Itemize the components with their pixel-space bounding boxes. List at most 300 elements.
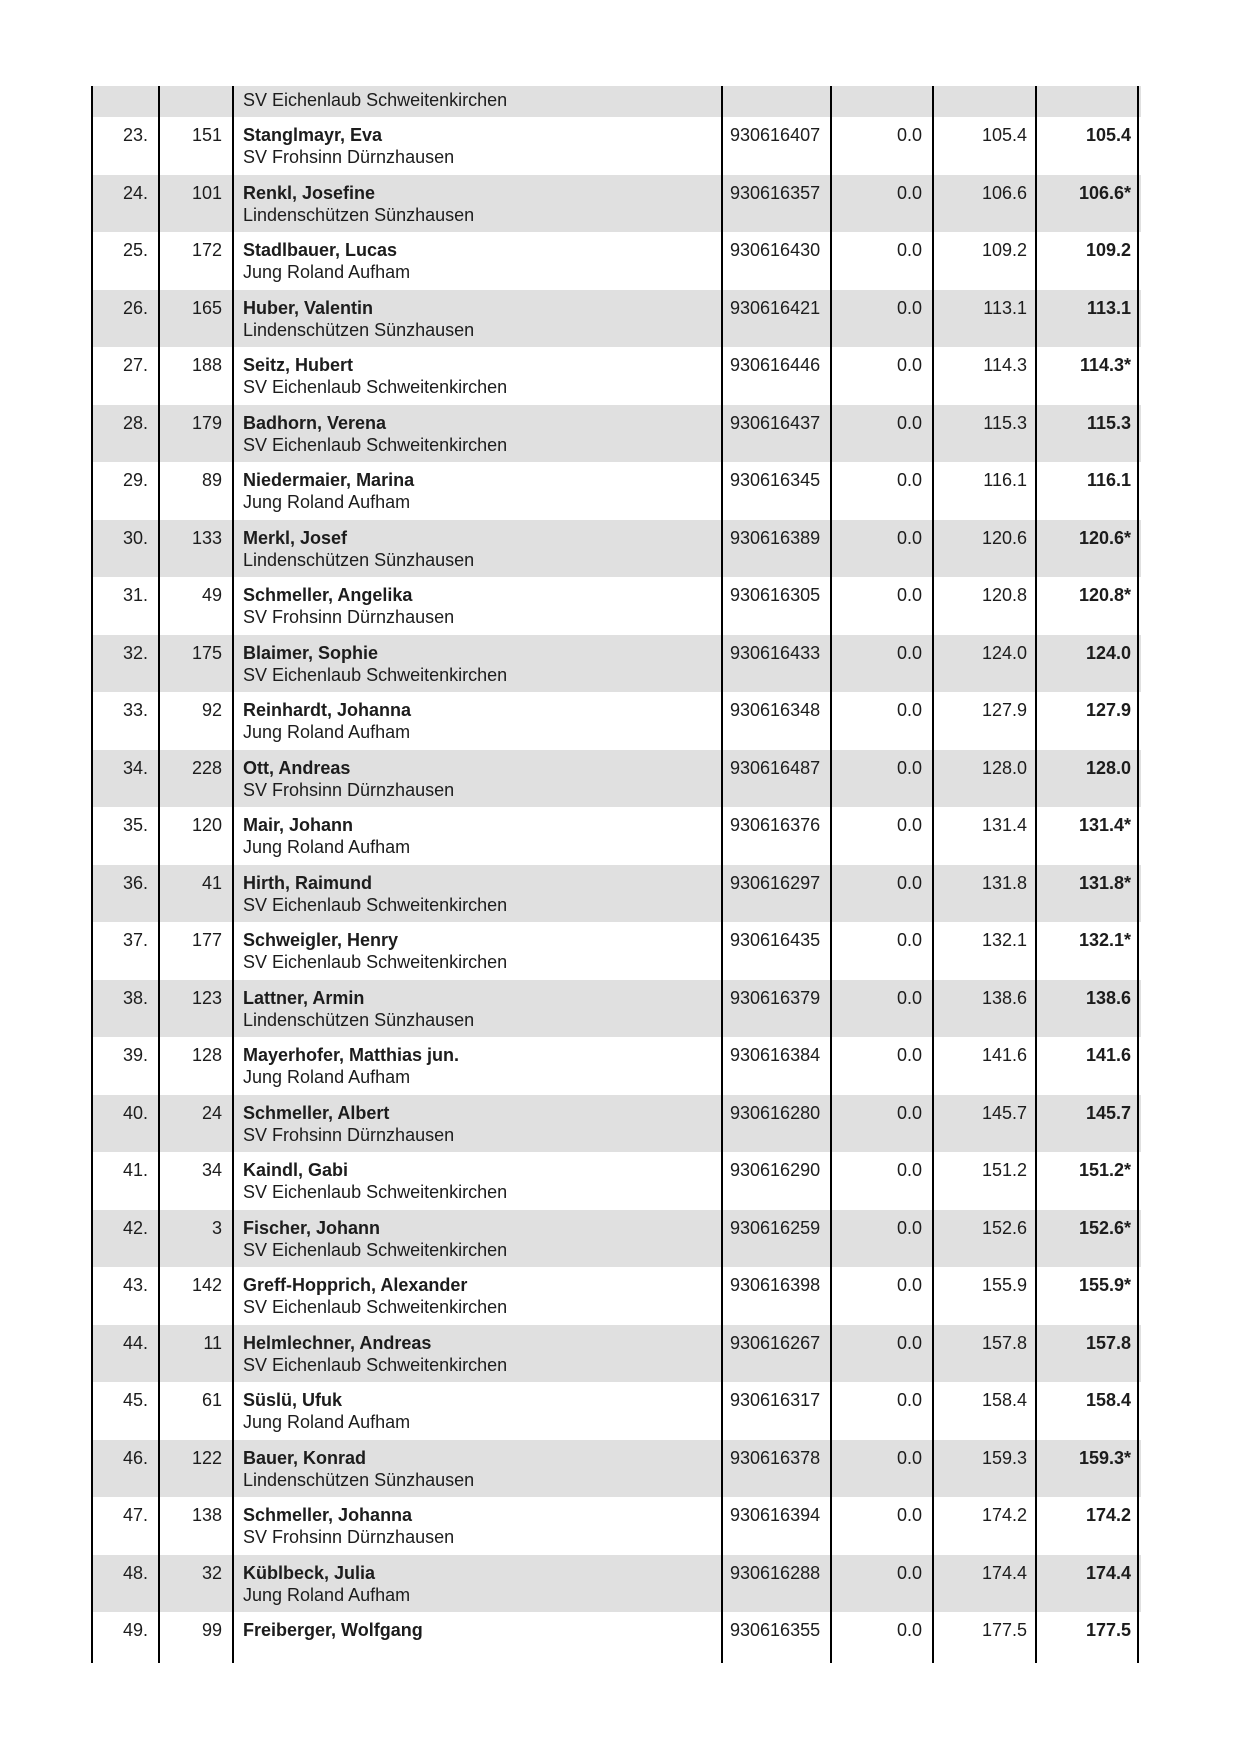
rank-cell <box>93 1555 160 1613</box>
table-row <box>93 1612 1141 1663</box>
pass-id-cell <box>723 1267 832 1325</box>
score-cell <box>934 1440 1037 1498</box>
total-score-value: 145.7 <box>1085 1102 1131 1123</box>
score-value: 174.2 <box>981 1505 1027 1525</box>
score-cell <box>934 347 1037 405</box>
value-cell <box>832 405 934 463</box>
rank-cell <box>93 232 160 290</box>
start-number-cell <box>160 1382 234 1440</box>
score-value: 109.2 <box>981 240 1027 260</box>
name-club-cell <box>234 1037 723 1095</box>
start-number-cell <box>160 980 234 1038</box>
value-cell <box>832 807 934 865</box>
club-name: SV Eichenlaub Schweitenkirchen <box>243 952 508 972</box>
rank-value: 28. <box>122 412 148 433</box>
score-value: 174.4 <box>981 1562 1027 1583</box>
table-row <box>93 290 1141 348</box>
value-cell <box>832 462 934 520</box>
total-score-value: 177.5 <box>1085 1620 1131 1640</box>
start-number-value: 120 <box>191 815 222 835</box>
start-number-value: 228 <box>191 757 222 778</box>
club-name: Jung Roland Aufham <box>243 262 411 282</box>
club-name: SV Frohsinn Dürnzhausen <box>243 779 455 800</box>
value-cell <box>832 1382 934 1440</box>
pass-id-cell <box>723 232 832 290</box>
start-number-value: 172 <box>191 240 222 260</box>
value-text: 0.0 <box>896 1562 922 1583</box>
shooter-name: Süslü, Ufuk <box>243 1390 343 1410</box>
score-cell <box>934 1152 1037 1210</box>
total-score-cell <box>1037 1325 1139 1383</box>
name-club-cell <box>234 1497 723 1555</box>
value-cell <box>832 86 934 117</box>
rank-value: 36. <box>122 872 148 893</box>
club-name: SV Frohsinn Dürnzhausen <box>243 1527 455 1547</box>
total-score-cell <box>1037 807 1139 865</box>
rank-cell <box>93 692 160 750</box>
name-club-cell <box>234 1152 723 1210</box>
value-cell <box>832 865 934 923</box>
total-score-cell <box>1037 405 1139 463</box>
pass-id-cell <box>723 577 832 635</box>
total-score-cell <box>1037 1382 1139 1440</box>
value-text: 0.0 <box>896 930 922 950</box>
score-cell <box>934 1612 1037 1663</box>
club-name: Jung Roland Aufham <box>243 1584 411 1605</box>
table-row <box>93 117 1141 175</box>
score-cell <box>934 1325 1037 1383</box>
rank-value: 32. <box>122 642 148 663</box>
pass-id-cell <box>723 175 832 233</box>
pass-id-value: 930616288 <box>730 1562 821 1583</box>
value-text: 0.0 <box>896 757 922 778</box>
total-score-cell <box>1037 1555 1139 1613</box>
total-score-cell <box>1037 520 1139 578</box>
shooter-name: Kaindl, Gabi <box>243 1160 349 1180</box>
start-number-cell <box>160 1325 234 1383</box>
table-body <box>93 117 1141 1663</box>
total-score-cell <box>1037 1037 1139 1095</box>
pass-id-value: 930616290 <box>730 1160 821 1180</box>
total-score-cell <box>1037 865 1139 923</box>
score-cell <box>934 1555 1037 1613</box>
rank-value: 33. <box>122 700 148 720</box>
value-cell <box>832 1095 934 1153</box>
rank-value: 24. <box>122 182 148 203</box>
table-row <box>93 807 1141 865</box>
start-number-value: 133 <box>191 527 222 548</box>
rank-cell <box>93 405 160 463</box>
total-score-value: 109.2 <box>1085 240 1131 260</box>
table-row <box>93 865 1141 923</box>
name-club-cell <box>234 577 723 635</box>
total-score-cell <box>1037 232 1139 290</box>
start-number-cell <box>160 692 234 750</box>
rank-value: 49. <box>122 1620 148 1640</box>
pass-id-cell <box>723 1152 832 1210</box>
club-name: Jung Roland Aufham <box>243 492 411 512</box>
rank-value: 34. <box>122 757 148 778</box>
total-score-cell <box>1037 577 1139 635</box>
start-number-cell <box>160 520 234 578</box>
value-cell <box>832 1555 934 1613</box>
shooter-name: Ott, Andreas <box>243 757 351 778</box>
pass-id-cell <box>723 750 832 808</box>
name-club-cell <box>234 1095 723 1153</box>
score-value: 120.6 <box>981 527 1027 548</box>
club-name: Jung Roland Aufham <box>243 722 411 742</box>
club-name: SV Eichenlaub Schweitenkirchen <box>243 377 508 397</box>
rank-cell <box>93 1095 160 1153</box>
value-cell <box>832 1497 934 1555</box>
value-cell <box>832 1440 934 1498</box>
score-value: 115.3 <box>983 412 1027 433</box>
shooter-name: Schweigler, Henry <box>243 930 399 950</box>
rank-cell <box>93 347 160 405</box>
value-cell <box>832 1267 934 1325</box>
score-value: 116.1 <box>983 470 1027 490</box>
start-number-cell <box>160 1037 234 1095</box>
value-text: 0.0 <box>896 987 922 1008</box>
score-value: 124.0 <box>981 642 1027 663</box>
rank-value: 38. <box>122 987 148 1008</box>
score-value: 177.5 <box>981 1620 1027 1640</box>
start-number-cell <box>160 290 234 348</box>
value-cell <box>832 1152 934 1210</box>
score-cell <box>934 232 1037 290</box>
total-score-value: 128.0 <box>1085 757 1131 778</box>
pass-id-cell <box>723 1440 832 1498</box>
total-score-value: 113.1 <box>1086 297 1131 318</box>
total-score-cell <box>1037 1267 1139 1325</box>
total-score-cell <box>1037 117 1139 175</box>
start-number-cell <box>160 1267 234 1325</box>
value-text: 0.0 <box>896 1217 922 1238</box>
start-number-value: 175 <box>191 642 222 663</box>
club-name: Lindenschützen Sünzhausen <box>243 319 475 340</box>
score-value: 114.3 <box>983 355 1027 375</box>
pass-id-value: 930616267 <box>730 1332 821 1353</box>
total-score-cell <box>1037 86 1139 117</box>
pass-id-value: 930616297 <box>730 872 821 893</box>
start-number-cell <box>160 922 234 980</box>
club-name: SV Eichenlaub Schweitenkirchen <box>243 664 508 685</box>
club-name: Jung Roland Aufham <box>243 1067 411 1087</box>
pass-id-cell <box>723 807 832 865</box>
score-cell <box>934 1497 1037 1555</box>
value-text: 0.0 <box>896 1332 922 1353</box>
score-cell <box>934 462 1037 520</box>
score-cell <box>934 865 1037 923</box>
pass-id-cell <box>723 1612 832 1663</box>
rank-value: 46. <box>122 1447 148 1468</box>
rank-value: 30. <box>122 527 148 548</box>
table-row <box>93 232 1141 290</box>
score-value: 145.7 <box>981 1102 1027 1123</box>
rank-cell <box>93 750 160 808</box>
value-cell <box>832 175 934 233</box>
start-number-cell <box>160 635 234 693</box>
shooter-name: Schmeller, Angelika <box>243 585 413 605</box>
value-text: 0.0 <box>896 872 922 893</box>
rank-value: 31. <box>122 585 148 605</box>
table-row-continuation <box>93 86 1141 117</box>
start-number-value: 188 <box>191 355 222 375</box>
rank-cell <box>93 462 160 520</box>
score-cell <box>934 577 1037 635</box>
table-row <box>93 1440 1141 1498</box>
value-text: 0.0 <box>896 527 922 548</box>
score-cell <box>934 1095 1037 1153</box>
value-text: 0.0 <box>896 1620 922 1640</box>
table-row <box>93 347 1141 405</box>
name-club-cell <box>234 462 723 520</box>
value-text: 0.0 <box>896 1160 922 1180</box>
rank-cell <box>93 807 160 865</box>
shooter-name: Bauer, Konrad <box>243 1447 367 1468</box>
score-value: 155.9 <box>981 1275 1027 1295</box>
pass-id-value: 930616430 <box>730 240 821 260</box>
start-number-cell <box>160 865 234 923</box>
start-number-cell <box>160 1210 234 1268</box>
total-score-value: 131.4* <box>1078 815 1131 835</box>
rank-value: 39. <box>122 1045 148 1065</box>
score-cell <box>934 750 1037 808</box>
shooter-name: Renkl, Josefine <box>243 182 376 203</box>
value-cell <box>832 520 934 578</box>
shooter-name: Hirth, Raimund <box>243 872 372 893</box>
total-score-cell <box>1037 980 1139 1038</box>
pass-id-cell <box>723 117 832 175</box>
total-score-value: 127.9 <box>1085 700 1131 720</box>
start-number-cell <box>160 462 234 520</box>
score-cell <box>934 635 1037 693</box>
pass-id-value: 930616357 <box>730 182 821 203</box>
name-club-cell <box>234 347 723 405</box>
total-score-cell <box>1037 635 1139 693</box>
pass-id-value: 930616433 <box>730 642 821 663</box>
start-number-cell <box>160 86 234 117</box>
shooter-name: Stanglmayr, Eva <box>243 125 383 145</box>
name-club-cell <box>234 692 723 750</box>
start-number-value: 34 <box>201 1160 222 1180</box>
shooter-name: Greff-Hopprich, Alexander <box>243 1275 468 1295</box>
rank-cell <box>93 1210 160 1268</box>
pass-id-value: 930616379 <box>730 987 821 1008</box>
total-score-value: 106.6* <box>1078 182 1131 203</box>
total-score-value: 174.2 <box>1085 1505 1131 1525</box>
total-score-cell <box>1037 1612 1139 1663</box>
value-cell <box>832 290 934 348</box>
score-cell <box>934 405 1037 463</box>
value-cell <box>832 577 934 635</box>
start-number-cell <box>160 807 234 865</box>
total-score-cell <box>1037 347 1139 405</box>
shooter-name: Schmeller, Johanna <box>243 1505 413 1525</box>
value-text: 0.0 <box>896 297 922 318</box>
score-value: 127.9 <box>981 700 1027 720</box>
rank-value: 26. <box>122 297 148 318</box>
pass-id-value: 930616378 <box>730 1447 821 1468</box>
pass-id-cell <box>723 462 832 520</box>
total-score-value: 105.4 <box>1085 125 1131 145</box>
start-number-cell <box>160 1612 234 1663</box>
table-row <box>93 520 1141 578</box>
name-club-cell <box>234 1325 723 1383</box>
name-club-cell <box>234 1382 723 1440</box>
value-cell <box>832 117 934 175</box>
table-row <box>93 980 1141 1038</box>
start-number-value: 138 <box>191 1505 222 1525</box>
pass-id-value: 930616421 <box>730 297 821 318</box>
start-number-value: 32 <box>201 1562 222 1583</box>
pass-id-value: 930616407 <box>730 125 821 145</box>
score-value: 106.6 <box>981 182 1027 203</box>
start-number-cell <box>160 1152 234 1210</box>
name-club-cell <box>234 980 723 1038</box>
value-cell <box>832 922 934 980</box>
shooter-name: Merkl, Josef <box>243 527 348 548</box>
start-number-value: 101 <box>191 182 222 203</box>
pass-id-value: 930616376 <box>730 815 821 835</box>
start-number-value: 122 <box>191 1447 222 1468</box>
club-name: SV Frohsinn Dürnzhausen <box>243 147 455 167</box>
shooter-name: Fischer, Johann <box>243 1217 381 1238</box>
pass-id-cell <box>723 520 832 578</box>
score-value: 131.8 <box>981 872 1027 893</box>
rank-value: 47. <box>122 1505 148 1525</box>
total-score-value: 131.8* <box>1078 872 1131 893</box>
total-score-value: 152.6* <box>1078 1217 1131 1238</box>
pass-id-cell <box>723 347 832 405</box>
value-text: 0.0 <box>896 815 922 835</box>
rank-value: 23. <box>122 125 148 145</box>
rank-value: 48. <box>122 1562 148 1583</box>
start-number-value: 165 <box>191 297 222 318</box>
total-score-cell <box>1037 1095 1139 1153</box>
pass-id-cell <box>723 1095 832 1153</box>
table-row <box>93 1210 1141 1268</box>
club-name: Lindenschützen Sünzhausen <box>243 549 475 570</box>
value-text: 0.0 <box>896 585 922 605</box>
value-text: 0.0 <box>896 1102 922 1123</box>
start-number-value: 92 <box>201 700 222 720</box>
value-text: 0.0 <box>896 125 922 145</box>
results-table <box>91 86 1141 1663</box>
total-score-value: 120.6* <box>1078 527 1131 548</box>
club-name: SV Eichenlaub Schweitenkirchen <box>243 90 508 110</box>
total-score-value: 155.9* <box>1078 1275 1131 1295</box>
club-name: SV Eichenlaub Schweitenkirchen <box>243 1182 508 1202</box>
club-name: SV Frohsinn Dürnzhausen <box>243 607 455 627</box>
name-club-cell <box>234 922 723 980</box>
rank-cell <box>93 117 160 175</box>
total-score-value: 174.4 <box>1085 1562 1131 1583</box>
pass-id-value: 930616355 <box>730 1620 821 1640</box>
shooter-name: Seitz, Hubert <box>243 355 354 375</box>
start-number-cell <box>160 232 234 290</box>
shooter-name: Helmlechner, Andreas <box>243 1332 432 1353</box>
score-value: 151.2 <box>981 1160 1027 1180</box>
score-value: 159.3 <box>981 1447 1027 1468</box>
value-text: 0.0 <box>896 182 922 203</box>
start-number-value: 41 <box>201 872 222 893</box>
name-club-cell <box>234 405 723 463</box>
pass-id-cell <box>723 922 832 980</box>
name-club-cell <box>234 1555 723 1613</box>
start-number-value: 177 <box>191 930 222 950</box>
start-number-value: 142 <box>191 1275 222 1295</box>
score-cell <box>934 807 1037 865</box>
shooter-name: Niedermaier, Marina <box>243 470 415 490</box>
shooter-name: Mayerhofer, Matthias jun. <box>243 1045 460 1065</box>
club-name: Jung Roland Aufham <box>243 1412 411 1432</box>
score-value: 120.8 <box>981 585 1027 605</box>
pass-id-value: 930616259 <box>730 1217 821 1238</box>
score-cell <box>934 1382 1037 1440</box>
start-number-value: 128 <box>191 1045 222 1065</box>
rank-cell <box>93 865 160 923</box>
score-cell <box>934 175 1037 233</box>
total-score-cell <box>1037 175 1139 233</box>
club-name: SV Eichenlaub Schweitenkirchen <box>243 1297 508 1317</box>
score-value: 128.0 <box>981 757 1027 778</box>
name-club-cell <box>234 290 723 348</box>
rank-cell <box>93 922 160 980</box>
name-club-cell <box>234 175 723 233</box>
rank-cell <box>93 980 160 1038</box>
value-text: 0.0 <box>896 700 922 720</box>
value-cell <box>832 347 934 405</box>
rank-value: 40. <box>122 1102 148 1123</box>
shooter-name: Stadlbauer, Lucas <box>243 240 398 260</box>
start-number-value: 3 <box>211 1217 222 1238</box>
club-name: Lindenschützen Sünzhausen <box>243 1009 475 1030</box>
table-row <box>93 692 1141 750</box>
total-score-cell <box>1037 1210 1139 1268</box>
club-name: Lindenschützen Sünzhausen <box>243 204 475 225</box>
rank-cell <box>93 1037 160 1095</box>
shooter-name: Badhorn, Verena <box>243 412 387 433</box>
rank-cell <box>93 1325 160 1383</box>
start-number-value: 49 <box>201 585 222 605</box>
rank-cell <box>93 635 160 693</box>
pass-id-value: 930616345 <box>730 470 821 490</box>
total-score-value: 114.3* <box>1079 355 1131 375</box>
club-name: SV Eichenlaub Schweitenkirchen <box>243 1354 508 1375</box>
pass-id-cell <box>723 1325 832 1383</box>
total-score-value: 120.8* <box>1078 585 1131 605</box>
pass-id-cell <box>723 980 832 1038</box>
pass-id-cell <box>723 1382 832 1440</box>
score-cell <box>934 86 1037 117</box>
total-score-cell <box>1037 750 1139 808</box>
pass-id-cell <box>723 1037 832 1095</box>
value-text: 0.0 <box>896 642 922 663</box>
pass-id-value: 930616398 <box>730 1275 821 1295</box>
table-row <box>93 462 1141 520</box>
rank-value: 25. <box>122 240 148 260</box>
name-club-cell <box>234 1210 723 1268</box>
value-text: 0.0 <box>896 355 922 375</box>
rank-cell <box>93 86 160 117</box>
pass-id-value: 930616389 <box>730 527 821 548</box>
shooter-name: Schmeller, Albert <box>243 1102 390 1123</box>
score-value: 131.4 <box>981 815 1027 835</box>
table-row <box>93 1555 1141 1613</box>
pass-id-value: 930616305 <box>730 585 821 605</box>
score-cell <box>934 117 1037 175</box>
